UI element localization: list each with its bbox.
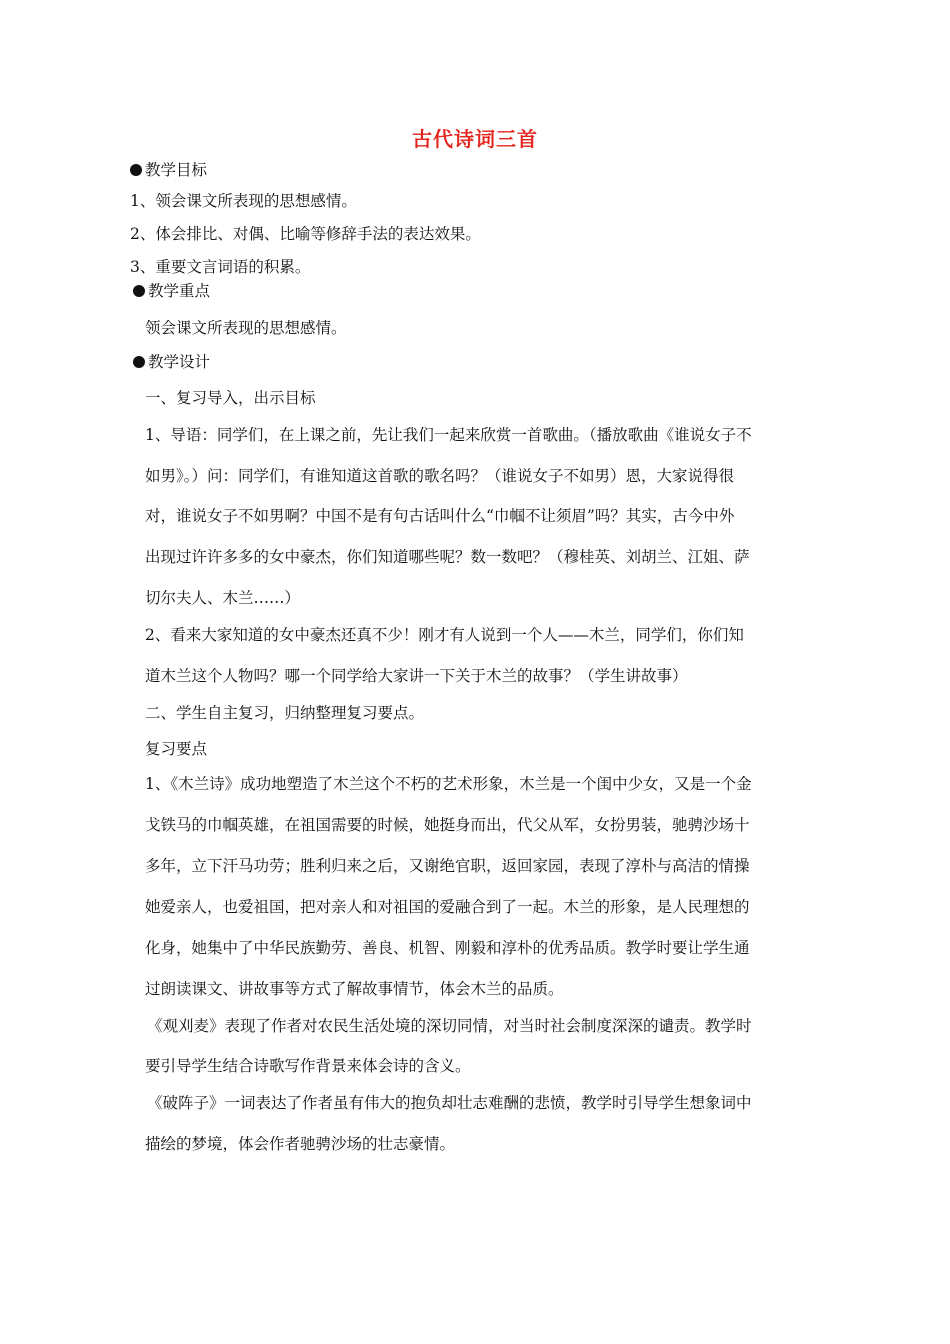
body-line: 二、学生自主复习，归纳整理复习要点。 xyxy=(145,704,425,722)
body-line: 2、看来大家知道的女中豪杰还真不少！刚才有人说到一个人——木兰，同学们，你们知 xyxy=(145,626,744,644)
body-line: 多年，立下汗马功劳；胜利归来之后，又谢绝官职，返回家园，表现了淳朴与高洁的情操 xyxy=(145,857,750,875)
body-line: 要引导学生结合诗歌写作背景来体会诗的含义。 xyxy=(145,1057,471,1075)
body-line: 化身，她集中了中华民族勤劳、善良、机智、刚毅和淳朴的优秀品质。教学时要让学生通 xyxy=(145,939,750,957)
objectives-heading: 教学目标 xyxy=(130,160,207,180)
focus-text: 领会课文所表现的思想感情。 xyxy=(145,319,347,337)
body-line: 过朗读课文、讲故事等方式了解故事情节，体会木兰的品质。 xyxy=(145,980,564,998)
body-line: 道木兰这个人物吗？哪一个同学给大家讲一下关于木兰的故事？（学生讲故事） xyxy=(145,667,688,685)
body-line: 描绘的梦境，体会作者驰骋沙场的壮志豪情。 xyxy=(145,1135,456,1153)
body-line: 1、《木兰诗》成功地塑造了木兰这个不朽的艺术形象，木兰是一个闺中少女，又是一个金 xyxy=(145,775,752,793)
body-line: 对，谁说女子不如男啊？中国不是有句古话叫什么“巾帼不让须眉”吗？其实，古今中外 xyxy=(145,507,735,525)
body-line: 《破阵子》一词表达了作者虽有伟大的抱负却壮志难酬的悲愤，教学时引导学生想象词中 xyxy=(147,1094,752,1112)
design-heading: 教学设计 xyxy=(133,352,210,372)
body-line: 切尔夫人、木兰……） xyxy=(145,589,301,607)
bullet-icon xyxy=(130,164,142,176)
bullet-icon xyxy=(133,285,145,297)
body-line: 1、导语：同学们，在上课之前，先让我们一起来欣赏一首歌曲。（播放歌曲《谁说女子不 xyxy=(145,426,752,444)
body-line: 出现过许许多多的女中豪杰，你们知道哪些呢？数一数吧？（穆桂英、刘胡兰、江姐、萨 xyxy=(145,548,750,566)
focus-heading: 教学重点 xyxy=(133,281,210,301)
document-title: 古代诗词三首 xyxy=(412,127,538,151)
objective-item: 3、重要文言词语的积累。 xyxy=(130,258,311,276)
body-line: 她爱亲人，也爱祖国，把对亲人和对祖国的爱融合到了一起。木兰的形象，是人民理想的 xyxy=(145,898,750,916)
body-line: 《观刈麦》表现了作者对农民生活处境的深切同情，对当时社会制度深深的谴责。教学时 xyxy=(147,1017,752,1035)
objective-item: 2、体会排比、对偶、比喻等修辞手法的表达效果。 xyxy=(130,225,481,243)
bullet-icon xyxy=(133,356,145,368)
body-line: 复习要点 xyxy=(145,740,208,758)
objective-item: 1、领会课文所表现的思想感情。 xyxy=(130,192,357,210)
body-line: 一、复习导入，出示目标 xyxy=(145,389,316,407)
body-line: 如男》。）问：同学们，有谁知道这首歌的歌名吗？（谁说女子不如男）恩，大家说得很 xyxy=(145,467,735,485)
body-line: 戈铁马的巾帼英雄，在祖国需要的时候，她挺身而出，代父从军，女扮男装，驰骋沙场十 xyxy=(145,816,750,834)
